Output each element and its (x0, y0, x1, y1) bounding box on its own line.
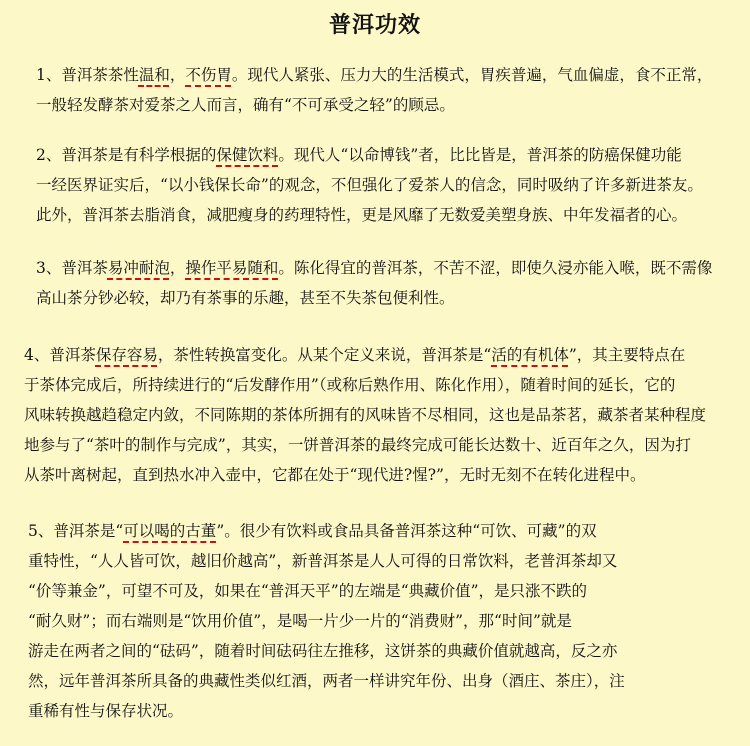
text-line: 一般轻发酵茶对爱茶之人而言，确有“不可承受之轻”的顾忌。 (36, 96, 455, 114)
text-span: 4、普洱茶 (24, 346, 96, 364)
underlined-term: 保健饮料 (216, 146, 279, 164)
text-line: “价等兼金”，可望不可及，如果在“普洱天平”的左端是“典藏价值”，是只涨不跌的 (28, 582, 588, 600)
underlined-term: 保存容易 (95, 346, 158, 364)
text-line: 高山茶分钞必较，却乃有茶事的乐趣，甚至不失茶包便利性。 (36, 289, 455, 307)
underlined-term: 可以喝的古董 (123, 522, 217, 540)
page-title: 普洱功效 (328, 12, 421, 38)
underlined-term: 活的有机体 (491, 346, 569, 364)
underlined-term: 易冲耐泡 (107, 259, 170, 277)
text-span: ”。很少有饮料或食品具备普洱茶这种“可饮、可藏”的双 (216, 522, 597, 540)
text-span: 。现代人紧张、压力大的生活模式，胃疾普遍，气血偏虚，食不正常， (231, 66, 713, 84)
text-span: ，茶性转换富变化。从某个定义来说，普洱茶是“ (157, 346, 492, 364)
text-span: ， (169, 259, 186, 277)
text-line: 重特性，“人人皆可饮，越旧价越高”，新普洱茶是人人可得的日常饮料，老普洱茶却又 (28, 552, 618, 570)
text-line (0, 60, 750, 90)
underlined-term: 不伤胃 (185, 66, 232, 84)
text-span: 3、普洱茶 (36, 259, 108, 277)
text-line: 此外，普洱茶去脂消食，减肥瘦身的药理特性，更是风靡了无数爱美塑身族、中年发福者的心。 (36, 206, 688, 224)
text-line: 然，远年普洱茶所具备的典藏性类似红酒，两者一样讲究年份、出身（酒庄、茶庄），注 (28, 672, 625, 690)
text-line: 重稀有性与保存状况。 (28, 702, 184, 720)
paragraph-2 (0, 140, 750, 230)
text-line: 地参与了“茶叶的制作与完成”，其实，一饼普洱茶的最终完成可能长达数十、近百年之久，因为打 (24, 436, 691, 454)
text-line (0, 140, 750, 170)
text-line: 游走在两者之间的“砝码”，随着时间砝码往左推移，这饼茶的典藏价值就越高，反之亦 (28, 642, 618, 660)
text-line: 从茶叶离树起，直到热水冲入壶中，它都在处于“现代进?惺?”，无时无刻不在转化进程中。 (24, 466, 646, 484)
text-span: ， (169, 66, 186, 84)
underlined-term: 温和 (138, 66, 170, 84)
underlined-term: 操作平易随和 (185, 259, 279, 277)
text-line: 于茶体完成后，所持续进行的“后发酵作用”（或称后熟作用、陈化作用），随着时间的延长，它的 (24, 376, 676, 394)
text-line: “耐久财”；而右端则是“饮用价值”，是喝一片少一片的“消费财”，那“时间”就是 (28, 612, 572, 630)
text-span: 。陈化得宜的普洱茶，不苦不涩，即使久浸亦能入喉，既不需像 (278, 259, 713, 277)
paragraph-4 (0, 340, 750, 490)
text-span: 2、普洱茶是有科学根据的 (36, 146, 217, 164)
text-line: 风味转换越趋稳定内敛，不同陈期的茶体所拥有的风味皆不尽相同，这也是品茶茗，藏茶者某种程度 (24, 406, 707, 424)
paragraph-1 (0, 60, 750, 120)
text-line (0, 516, 750, 546)
paragraph-3 (0, 253, 750, 313)
paragraph-5 (0, 516, 750, 726)
text-line: 一经医界证实后，“以小钱保长命”的观念，不但强化了爱茶人的信念，同时吸纳了许多新进茶友。 (36, 176, 703, 194)
text-span: 。现代人“以命博钱”者，比比皆是，普洱茶的防癌保健功能 (278, 146, 682, 164)
text-span: ”，其主要特点在 (568, 346, 686, 364)
text-line (0, 340, 750, 370)
text-line (0, 253, 750, 283)
text-span: 5、普洱茶是“ (28, 522, 124, 540)
text-span: 1、普洱茶茶性 (36, 66, 139, 84)
